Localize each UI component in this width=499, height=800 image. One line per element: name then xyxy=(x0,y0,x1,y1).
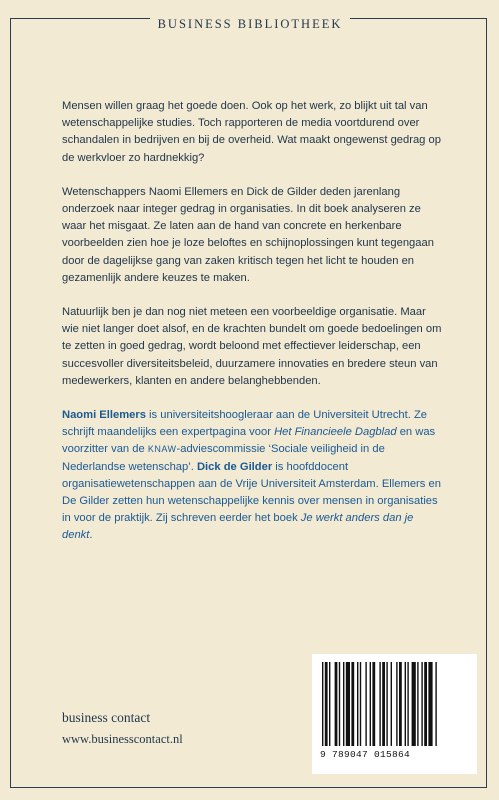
author-name-1: Naomi Ellemers xyxy=(62,409,146,422)
bio-italic-1: Het Financieele Dagblad xyxy=(274,426,397,439)
bio-text-2: en was voorzitter van de xyxy=(62,426,436,456)
back-cover-text xyxy=(62,98,444,562)
author-bio xyxy=(62,407,444,545)
bio-text-3: -adviescommissie ‘Sociale veiligheid in de Nederlandse wetenschap’. xyxy=(62,443,385,473)
blurb-paragraph-3: Natuurlijk ben je dan nog niet meteen een voorbeeldige organisatie. Maar wie niet langer doet alsof, en de krachten bundelt om goede bedoelingen om te zetten in goed gedrag, wordt beloond met effectiever leiderschap, een succesvoller diversiteitsbeleid, duurzamere innovaties en bredere steun van medewerkers, klanten en andere belanghebbenden. xyxy=(62,306,442,387)
series-header: BUSINESS BIBLIOTHEEK xyxy=(150,12,350,36)
isbn-barcode xyxy=(312,654,477,774)
barcode-bars xyxy=(318,662,471,748)
publisher-url: www.businesscontact.nl xyxy=(62,732,183,746)
isbn-number: 9 789047 015864 xyxy=(320,749,411,760)
bio-text-1: is universiteitshoogleraar aan de Universiteit Utrecht. Ze schrijft maandelijks een expertpagina voor xyxy=(62,409,428,439)
author-name-2: Dick de Gilder xyxy=(196,460,273,473)
blurb-paragraph-1: Mensen willen graag het goede doen. Ook op het werk, zo blijkt uit tal van wetenschappelijke studies. Toch rapporteren de media voortdurend over schandalen in bedrijven en bij de overheid. Wat maakt ongewenst gedrag op de werkvloer zo hardnekkig? xyxy=(62,100,441,164)
publisher-logo: business contact xyxy=(62,710,151,725)
blurb-paragraph-2: Wetenschappers Naomi Ellemers en Dick de Gilder deden jarenlang onderzoek naar integer gedrag in organisaties. In dit boek analyseren ze waar het misgaat. Ze laten aan de hand van concrete en herkenbare voorbeelden zien hoe je loze beloftes en schijnoplossingen kunt tegengaan door de dagelijkse gang van zaken kritisch tegen het licht te houden en gezamenlijk andere keuzes te maken. xyxy=(62,185,434,284)
bio-smallcaps: KNAW xyxy=(147,444,177,455)
bio-text-4: is hoofddocent organisatiewetenschappen aan de Vrije Universiteit Amsterdam. Ellemers en De Gilder zetten hun wetenschappelijke kennis over mensen in organisaties in voor de praktijk. Zij schreven eerder het boek xyxy=(62,460,441,525)
bio-italic-2: Je werkt anders dan je denkt xyxy=(62,512,414,542)
bio-text-5: . xyxy=(89,529,93,542)
